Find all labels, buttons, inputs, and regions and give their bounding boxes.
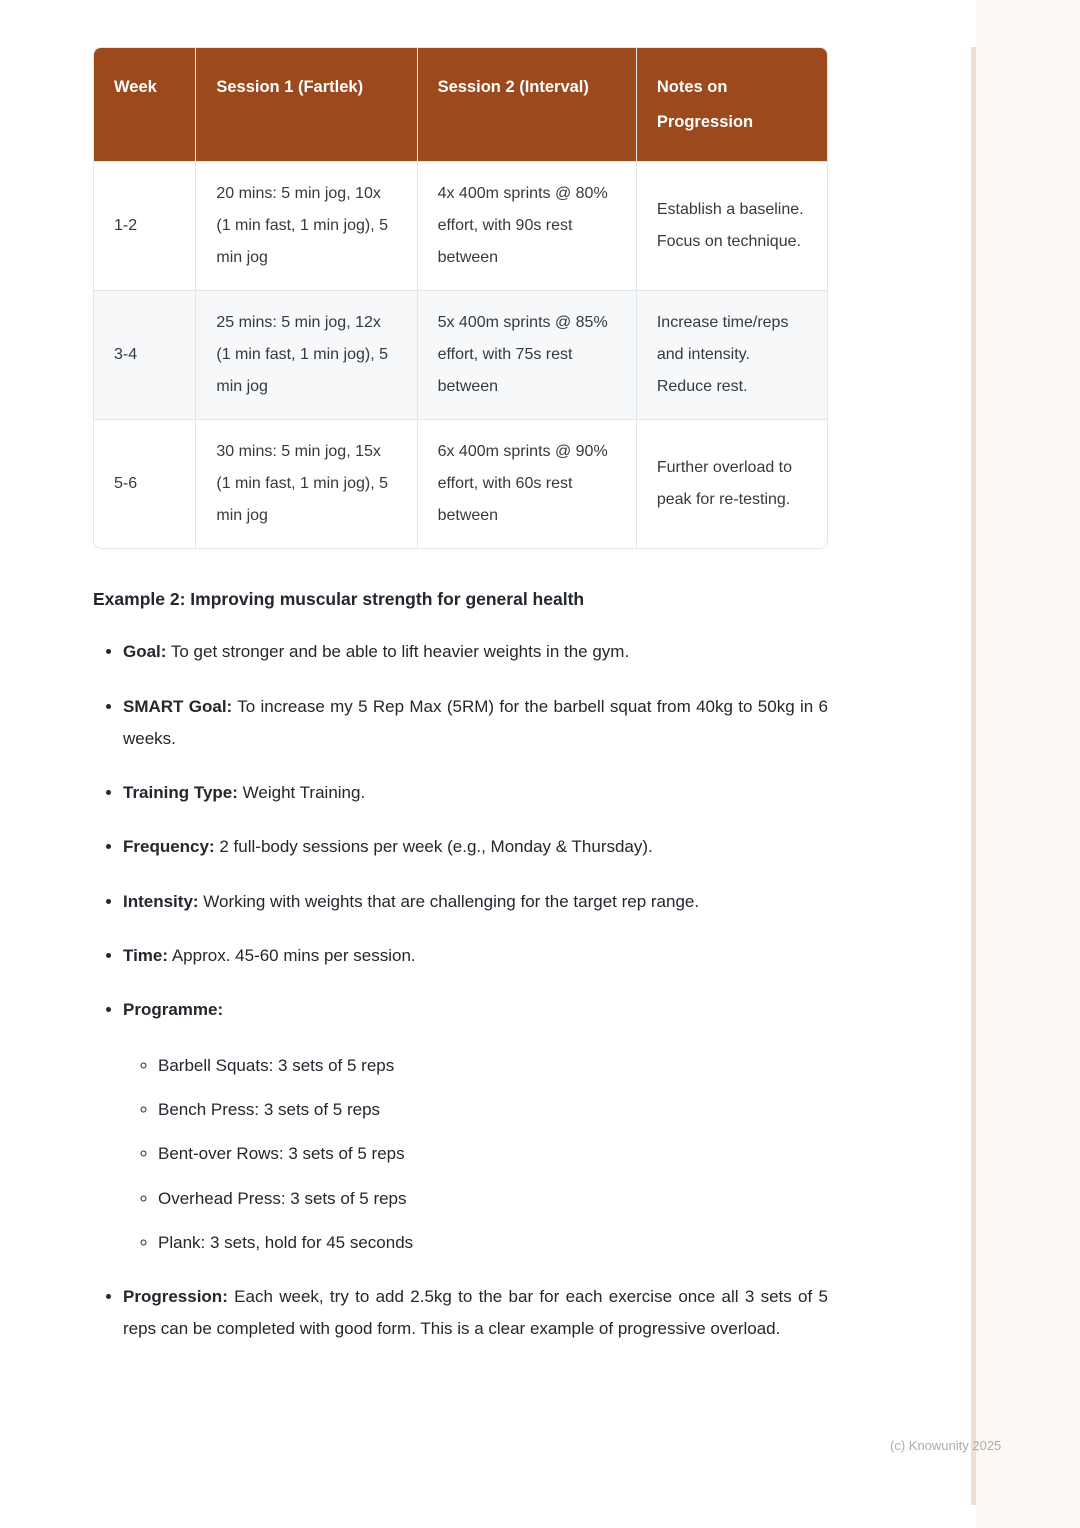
cell-notes: Establish a baseline. Focus on technique. xyxy=(636,162,827,291)
cell-session2: 6x 400m sprints @ 90% effort, with 60s rest between xyxy=(417,420,636,549)
page-side-band xyxy=(976,0,1080,1528)
table-header-session1: Session 1 (Fartlek) xyxy=(196,48,417,162)
intensity-text: Working with weights that are challenging for the target rep range. xyxy=(203,891,700,911)
table-header-row xyxy=(94,48,827,162)
cell-session1: 30 mins: 5 min jog, 15x (1 min fast, 1 min jog), 5 min jog xyxy=(196,420,417,549)
progression-text: Each week, try to add 2.5kg to the bar for each exercise once all 3 sets of 5 reps can be completed with good form. This is a clear example of progressive overload. xyxy=(123,1287,828,1339)
programme-item-overhead: ◦ Overhead Press: 3 sets of 5 reps xyxy=(158,1183,828,1215)
list-item-smart-goal xyxy=(123,691,828,756)
table-row xyxy=(94,291,827,420)
time-label: Time: xyxy=(123,946,169,966)
training-type-text: Weight Training. xyxy=(242,783,366,803)
list-item-programme xyxy=(123,994,828,1259)
frequency-text: 2 full-body sessions per week (e.g., Monday & Thursday). xyxy=(219,837,653,857)
training-table xyxy=(94,48,827,548)
progression-label: Progression: xyxy=(123,1287,228,1307)
cell-notes: Increase time/reps and intensity. Reduce rest. xyxy=(636,291,827,420)
page-edge-divider xyxy=(971,47,976,1505)
list-item-frequency xyxy=(123,831,828,863)
list-item-intensity xyxy=(123,886,828,918)
goal-label: Goal: xyxy=(123,642,167,662)
time-text: Approx. 45-60 mins per session. xyxy=(171,946,416,966)
watermark-text: (c) Knowunity 2025 xyxy=(890,1438,1002,1453)
cell-week: 5-6 xyxy=(94,420,196,549)
section-heading: Example 2: Improving muscular strength for general health xyxy=(93,589,585,610)
programme-item-bench: ◦ Bench Press: 3 sets of 5 reps xyxy=(158,1094,828,1126)
programme-item-squats: ◦ Barbell Squats: 3 sets of 5 reps xyxy=(158,1050,828,1082)
training-type-label: Training Type: xyxy=(123,783,238,803)
cell-notes: Further overload to peak for re-testing. xyxy=(636,420,827,549)
cell-session2: 4x 400m sprints @ 80% effort, with 90s rest between xyxy=(417,162,636,291)
cell-week: 3-4 xyxy=(94,291,196,420)
intensity-label: Intensity: xyxy=(123,891,199,911)
cell-session2: 5x 400m sprints @ 85% effort, with 75s rest between xyxy=(417,291,636,420)
cell-session1: 25 mins: 5 min jog, 12x (1 min fast, 1 min jog), 5 min jog xyxy=(196,291,417,420)
smart-goal-text: To increase my 5 Rep Max (5RM) for the barbell squat from 40kg to 50kg in 6 weeks. xyxy=(123,696,828,748)
details-list xyxy=(93,636,828,1345)
cell-session1: 20 mins: 5 min jog, 10x (1 min fast, 1 min jog), 5 min jog xyxy=(196,162,417,291)
programme-label: Programme: xyxy=(123,1000,224,1020)
list-item-progression xyxy=(123,1281,828,1346)
programme-list xyxy=(123,1050,828,1259)
goal-text: To get stronger and be able to lift heavier weights in the gym. xyxy=(170,642,630,662)
programme-item-plank: ◦ Plank: 3 sets, hold for 45 seconds xyxy=(158,1227,828,1259)
programme-item-rows: ◦ Bent-over Rows: 3 sets of 5 reps xyxy=(158,1138,828,1170)
list-item-training-type xyxy=(123,777,828,809)
table-row xyxy=(94,420,827,549)
table-header-week: Week xyxy=(94,48,196,162)
table-row xyxy=(94,162,827,291)
frequency-label: Frequency: xyxy=(123,837,215,857)
document-page xyxy=(93,47,828,1346)
list-item-time xyxy=(123,940,828,972)
cell-week: 1-2 xyxy=(94,162,196,291)
list-item-goal xyxy=(123,636,828,668)
training-programme-table xyxy=(93,47,828,549)
smart-goal-label: SMART Goal: xyxy=(123,696,233,716)
table-header-notes: Notes on Progression xyxy=(636,48,827,162)
table-header-session2: Session 2 (Interval) xyxy=(417,48,636,162)
